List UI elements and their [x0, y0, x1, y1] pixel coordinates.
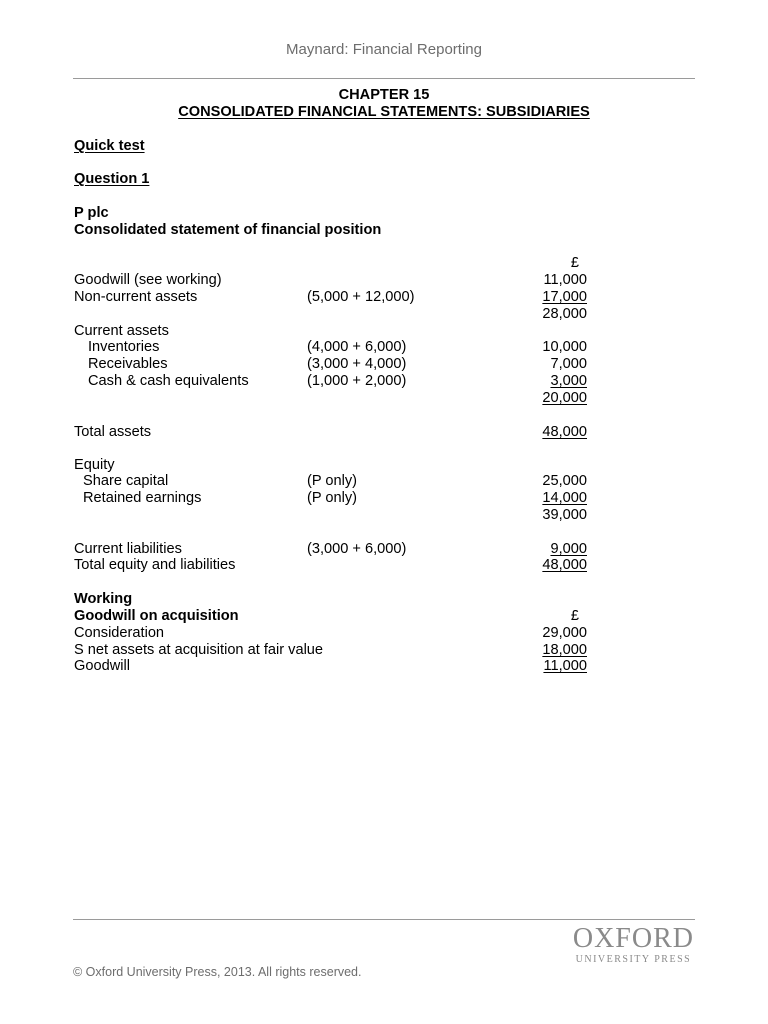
inventories-value: 10,000 [542, 339, 587, 355]
equity-heading: Equity [74, 457, 115, 473]
share-capital-value: 25,000 [542, 473, 587, 489]
retained-earnings-note: (P only) [307, 490, 358, 506]
cash-note: (1,000 + 2,000) [307, 373, 407, 389]
chapter-title: CONSOLIDATED FINANCIAL STATEMENTS: SUBSIDIARIES [178, 104, 590, 120]
cash-value: 3,000 [550, 373, 587, 389]
working-currency: £ [570, 608, 579, 624]
logo-sub: UNIVERSITY PRESS [575, 954, 692, 965]
share-capital-note: (P only) [307, 473, 358, 489]
cash-label: Cash & cash equivalents [88, 373, 249, 389]
goodwill-value: 11,000 [543, 272, 587, 288]
non-current-assets-value: 17,000 [542, 289, 587, 305]
running-header: Maynard: Financial Reporting [286, 41, 482, 58]
net-assets-label: S net assets at acquisition at fair value [74, 642, 324, 658]
working-goodwill-label: Goodwill [74, 658, 130, 674]
receivables-note: (3,000 + 4,000) [307, 356, 407, 372]
total-equity-liabilities-label: Total equity and liabilities [74, 557, 236, 573]
statement-title: Consolidated statement of financial position [74, 222, 382, 238]
current-assets-subtotal: 20,000 [542, 390, 587, 406]
currency-symbol: £ [570, 255, 579, 271]
consideration-label: Consideration [74, 625, 165, 641]
inventories-label: Inventories [88, 339, 160, 355]
non-current-assets-note: (5,000 + 12,000) [307, 289, 415, 305]
goodwill-label: Goodwill (see working) [74, 272, 222, 288]
retained-earnings-value: 14,000 [542, 490, 587, 506]
company-name: P plc [74, 205, 109, 221]
total-assets-value: 48,000 [542, 424, 587, 440]
share-capital-label: Share capital [83, 473, 169, 489]
working-goodwill-value: 11,000 [543, 658, 587, 674]
consideration-value: 29,000 [542, 625, 587, 641]
quick-test-heading: Quick test [74, 138, 145, 154]
equity-subtotal: 39,000 [542, 507, 587, 523]
copyright-footer: © Oxford University Press, 2013. All rights reserved. [73, 965, 362, 979]
total-equity-liabilities-value: 48,000 [542, 557, 587, 573]
retained-earnings-label: Retained earnings [83, 490, 202, 506]
chapter-heading [0, 87, 768, 121]
non-current-assets-label: Non-current assets [74, 289, 198, 305]
current-assets-heading: Current assets [74, 323, 169, 339]
working-heading: Working [74, 591, 133, 607]
subtotal-value: 28,000 [542, 306, 587, 322]
current-liabilities-value: 9,000 [550, 541, 587, 557]
net-assets-value: 18,000 [542, 642, 587, 658]
chapter-number: CHAPTER 15 [338, 87, 430, 103]
current-liabilities-label: Current liabilities [74, 541, 182, 557]
header-rule [73, 78, 695, 79]
current-liabilities-note: (3,000 + 6,000) [307, 541, 407, 557]
logo-main: OXFORD [572, 923, 694, 954]
inventories-note: (4,000 + 6,000) [307, 339, 407, 355]
question-heading: Question 1 [74, 171, 150, 187]
working-subheading: Goodwill on acquisition [74, 608, 239, 624]
footer-rule [73, 919, 695, 920]
receivables-label: Receivables [88, 356, 168, 372]
receivables-value: 7,000 [550, 356, 587, 372]
oxford-logo [573, 924, 694, 966]
total-assets-label: Total assets [74, 424, 152, 440]
